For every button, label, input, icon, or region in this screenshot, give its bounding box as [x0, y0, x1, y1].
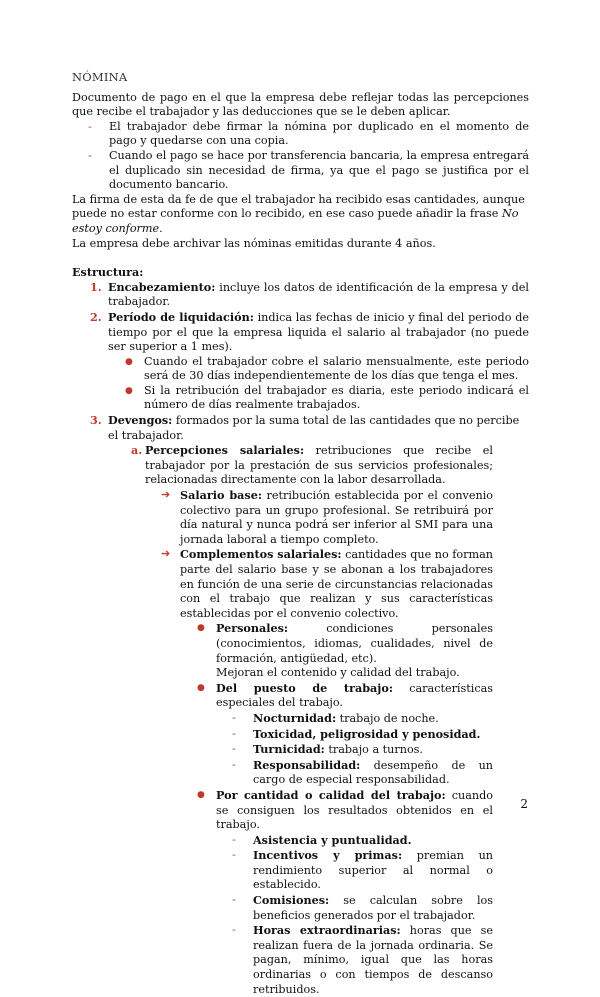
bullet-icon: ● — [125, 356, 133, 367]
italic-phrase: No estoy conforme — [72, 207, 519, 235]
dash-marker: - — [88, 148, 92, 162]
estructura-item-1: 1. Encabezamiento: incluye los datos de identificación de la empresa y del trabajador. — [90, 279, 529, 309]
personales: ● Personales: condiciones personales (conocimientos, idiomas, cualidades, nivel de formación, antigüedad, etc). Mejoran el contenido y calidad del trabajo. — [197, 621, 493, 680]
list-item — [88, 119, 529, 149]
puesto-list — [232, 710, 493, 788]
list-item: - Horas extraordinarias: horas que se realizan fuera de la jornada ordinaria. Se pagan, mínimo, igual que las horas ordinarias o con tiempos de descanso retribuidos. — [232, 923, 494, 996]
list-item-text: Cuando el pago se hace por transferencia bancaria, la empresa entregará el duplicado sin necesidad de firma, ya que el pago se justifica por el documento bancario. — [109, 148, 529, 192]
estructura-item-3: 3. Devengos: formados por la suma total de las cantidades que no percibe el trabajador. a. Percepciones salariales: retribuciones que recibe el trabajador por la prestación de sus servicios profesionales; relacionadas directamente con la labor desarrollada. ➔ Salario base: retribución establecida por el convenio colectivo para un grupo profesional. Se retribuirá por día natural y nunca podrá ser inferior al SMI para una jornada laboral a tiempo completo. ➔ Complementos salariales: cantidades que no forman parte del salario base y se abonan a los trabajadores en función de una serie de circunstancias relacionadas con el trabajo que realizan y sus características establecidas por el convenio colectivo. ● Personales: condiciones personales (conocimientos, idiomas, cualidades, nivel de formación, antigüedad, etc). Mejoran el contenido y calidad del trabajo. ● Del puesto de trabajo: características especiales del trabajo. - Nocturnidad: trabajo de noche. - Toxicidad, peligrosidad y penosidad. - Turnicidad: trabajo a turnos. - Responsabilidad: desempeño de un cargo de especial responsabilidad. ● Por cantidad o calidad del trabajo: cuando se consiguen los resultados obtenidos en el trabajo. - Asistencia y puntualidad. - Incentivos y primas: premian un rendimiento superior al normal o establecido. - Comisiones: se calculan sobre los beneficios generados por el trabajador. - Horas extraordinarias: horas que se realizan fuera de la jornada ordinaria. Se pagan, mínimo, igual que las horas ordinarias o con tiempos de descanso retribuidos. — [90, 413, 520, 996]
estructura-list — [90, 279, 529, 997]
list-item-text: El trabajador debe firmar la nómina por duplicado en el momento de pago y quedarse con una copia. — [109, 119, 529, 148]
personales-extra: Mejoran el contenido y calidad del trabajo. — [216, 666, 460, 680]
cantidad-list — [232, 832, 494, 997]
document-page — [72, 70, 529, 997]
puesto-trabajo: ● Del puesto de trabajo: características especiales del trabajo. — [197, 680, 494, 710]
list-item: ● Cuando el trabajador cobre el salario mensualmente, este periodo será de 30 días independientemente de los días que tenga el mes. — [125, 354, 529, 383]
bullet-icon: ● — [197, 682, 205, 693]
estructura-heading: Estructura: — [72, 265, 144, 280]
list-item: - Responsabilidad: desempeño de un cargo de especial responsabilidad. — [232, 757, 493, 787]
list-item: - Comisiones: se calculan sobre los beneficios generados por el trabajador. — [232, 893, 493, 922]
salario-base: ➔ Salario base: retribución establecida por el convenio colectivo para un grupo profesional. Se retribuirá por día natural y nunca podrá ser inferior al SMI para una jornada laboral a tiempo completo. — [161, 488, 494, 546]
arrow-icon: ➔ — [161, 488, 171, 502]
bullet-icon: ● — [197, 623, 205, 634]
page-title: NÓMINA — [72, 70, 128, 84]
page-number: 2 — [520, 797, 528, 811]
cantidad-calidad: ● Por cantidad o calidad del trabajo: cuando se consiguen los resultados obtenidos en el trabajo. — [197, 787, 493, 832]
list-item: - Asistencia y puntualidad. — [232, 832, 412, 847]
list-item: ● Si la retribución del trabajador es diaria, este periodo indicará el número de días realmente trabajados. — [125, 383, 529, 412]
list-item: - Incentivos y primas: premian un rendimiento superior al normal o establecido. — [232, 848, 493, 892]
firma-paragraph: La firma de esta da fe de que el trabajador ha recibido esas cantidades, aunque puede no estar conforme con lo recibido, en ese caso puede añadir la frase No estoy conforme. — [72, 192, 525, 235]
archivo-paragraph: La empresa debe archivar las nóminas emitidas durante 4 años. — [72, 236, 436, 250]
percepciones-salariales: a. Percepciones salariales: retribuciones que recibe el trabajador por la prestación de sus servicios profesionales; relacionadas directamente con la labor desarrollada. — [131, 443, 493, 487]
estructura-item-2: 2. Período de liquidación: indica las fechas de inicio y final del periodo de tiempo por el que la empresa liquida el salario al trabajador (no puede ser superior a 1 mes). ● Cuando el trabajador cobre el salario mensualmente, este periodo será de 30 días independientemente de los días que tenga el mes. ● Si la retribución del trabajador es diaria, este periodo indicará el número de días realmente trabajados. — [90, 309, 529, 412]
intro-paragraph: Documento de pago en el que la empresa debe reflejar todas las percepciones que recibe el trabajador y las deducciones que se le deben aplicar. — [72, 90, 529, 119]
intro-list — [88, 119, 529, 193]
dash-marker: - — [88, 119, 92, 133]
bullet-icon: ● — [125, 385, 133, 396]
list-item: - Nocturnidad: trabajo de noche. — [232, 710, 439, 725]
bullet-icon: ● — [197, 789, 205, 800]
complementos-salariales: ➔ Complementos salariales: cantidades que no forman parte del salario base y se abonan a los trabajadores en función de una serie de circunstancias relacionadas con el trabajo que realizan y sus características establecidas por el convenio colectivo. — [161, 547, 493, 620]
list-item: - Toxicidad, peligrosidad y penosidad. — [232, 726, 481, 741]
arrow-icon: ➔ — [161, 547, 171, 561]
list-item — [88, 148, 529, 193]
list-item: - Turnicidad: trabajo a turnos. — [232, 742, 423, 757]
